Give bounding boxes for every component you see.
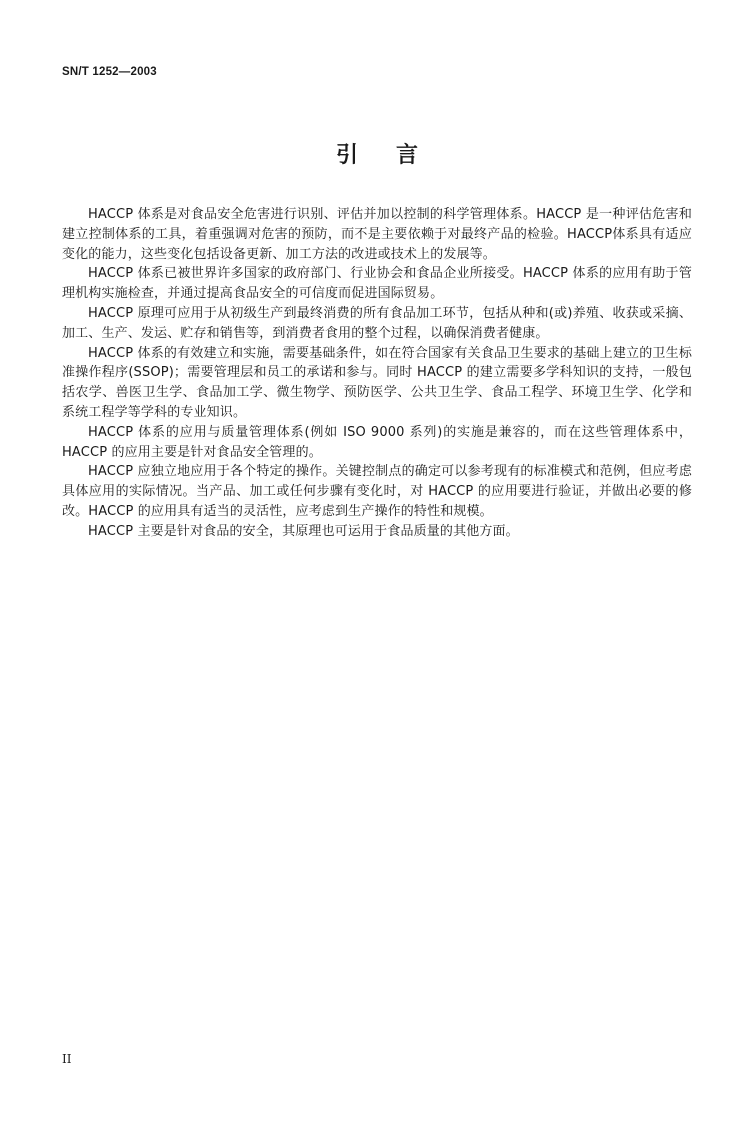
paragraph-4: HACCP 体系的有效建立和实施，需要基础条件，如在符合国家有关食品卫生要求的基础上建立的卫生标准操作程序(SSOP)；需要管理层和员工的承诺和参与。同时 HACCP 的建立需要多学科知识的支持，一般包括农学、兽医卫生学、食品加工学、微生物学、预防医学、公共卫生学、食品工程学、环境卫生学、化学和系统工程学等学科的专业知识。	[62, 345, 692, 420]
paragraph-1: HACCP 体系是对食品安全危害进行识别、评估并加以控制的科学管理体系。HACCP 是一种评估危害和建立控制体系的工具，着重强调对危害的预防，而不是主要依赖于对最终产品的检验。HACCP体系具有适应变化的能力，这些变化包括设备更新、加工方法的改进或技术上的发展等。	[62, 207, 692, 262]
paragraph-5: HACCP 体系的应用与质量管理体系(例如 ISO 9000 系列)的实施是兼容的，而在这些管理体系中，HACCP 的应用主要是针对食品安全管理的。	[62, 424, 692, 460]
paragraph-7: HACCP 主要是针对食品的安全，其原理也可运用于食品质量的其他方面。	[88, 523, 519, 539]
page-number: II	[62, 1052, 72, 1066]
paragraph-2: HACCP 体系已被世界许多国家的政府部门、行业协会和食品企业所接受。HACCP 体系的应用有助于管理机构实施检查，并通过提高食品安全的可信度而促进国际贸易。	[62, 266, 692, 302]
standard-code: SN/T 1252—2003	[62, 66, 157, 78]
paragraph-6: HACCP 应独立地应用于各个特定的操作。关键控制点的确定可以参考现有的标准模式和范例，但应考虑具体应用的实际情况。当产品、加工或任何步骤有变化时，对 HACCP 的应用要进行验证，并做出必要的修改。HACCP 的应用具有适当的灵活性，应考虑到生产操作的特性和规模。	[62, 464, 692, 519]
page-title: 引言	[335, 143, 456, 168]
body-text	[62, 205, 692, 542]
paragraph-3: HACCP 原理可应用于从初级生产到最终消费的所有食品加工环节，包括从种和(或)养殖、收获或采摘、加工、生产、发运、贮存和销售等，到消费者食用的整个过程，以确保消费者健康。	[62, 305, 692, 341]
